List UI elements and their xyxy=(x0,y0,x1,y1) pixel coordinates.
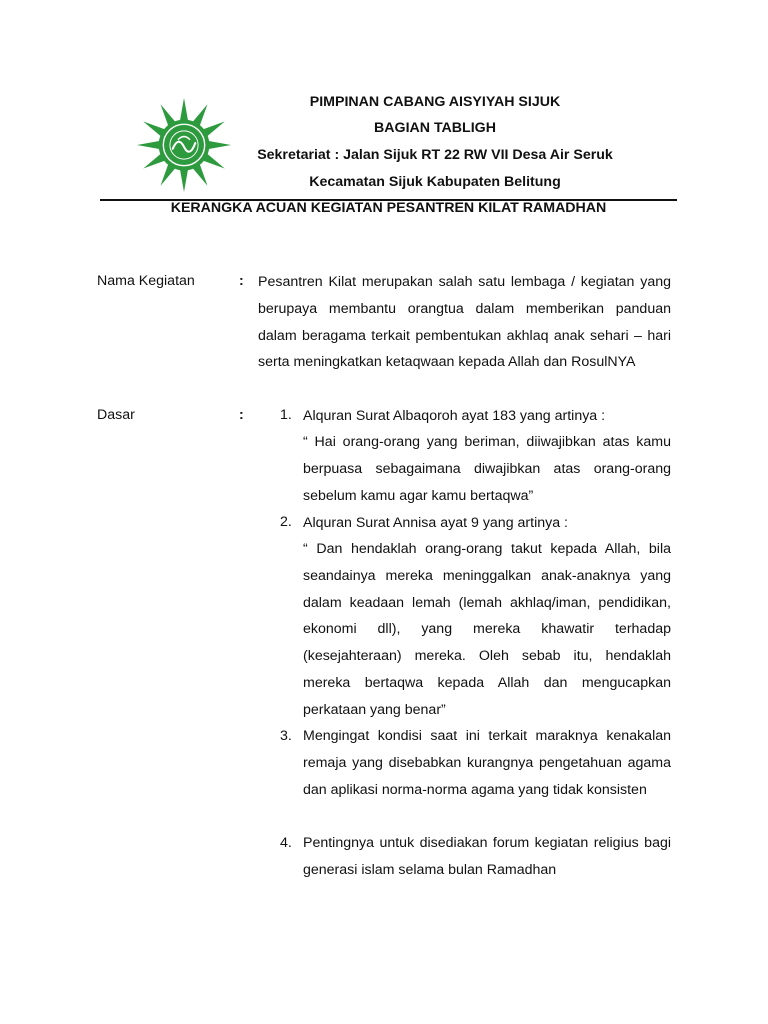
dasar-item-quote: “ Hai orang-orang yang beriman, diiwajibkan atas kamu berpuasa sebagaimana diwajibkan atas orang-orang sebelum kamu agar kamu bertaqwa” xyxy=(303,434,671,504)
document-title: KERANGKA ACUAN KEGIATAN PESANTREN KILAT RAMADHAN xyxy=(170,200,607,216)
aisyiyah-sun-emblem-icon xyxy=(137,98,231,192)
org-address: Sekretariat : Jalan Sijuk RT 22 RW VII Desa Air Seruk xyxy=(257,147,613,163)
dasar-item-text: Mengingat kondisi saat ini terkait maraknya kenakalan remaja yang disebabkan kurangnya pengetahuan agama dan aplikasi norma-norma agama yang tidak konsisten xyxy=(303,728,671,798)
nama-kegiatan-colon: : xyxy=(239,273,244,289)
org-region: Kecamatan Sijuk Kabupaten Belitung xyxy=(309,174,561,190)
dasar-item-text: Alquran Surat Albaqoroh ayat 183 yang artinya : xyxy=(303,408,606,424)
dasar-item-number: 1. xyxy=(280,407,292,423)
dasar-item-number: 2. xyxy=(280,514,292,530)
dasar-item-text: Pentingnya untuk disediakan forum kegiatan religius bagi generasi islam selama bulan Ramadhan xyxy=(303,835,671,878)
org-name: PIMPINAN CABANG AISYIYAH SIJUK xyxy=(309,94,561,110)
dasar-item-quote: “ Dan hendaklah orang-orang takut kepada Allah, bila seandainya mereka meninggalkan anak-anaknya yang dalam keadaan lemah (lemah akhlaq/iman, pendidikan, ekonomi dll), yang mereka khawatir terhadap (kesejahteraan) mereka. Oleh sebab itu, hendaklah mereka bertaqwa kepada Allah dan mengucapkan perkataan yang benar” xyxy=(303,541,671,718)
dasar-item-number: 4. xyxy=(280,835,292,851)
dasar-item-text: Alquran Surat Annisa ayat 9 yang artinya : xyxy=(303,515,568,531)
org-division: BAGIAN TABLIGH xyxy=(374,120,496,136)
nama-kegiatan-text: Pesantren Kilat merupakan salah satu lembaga / kegiatan yang berupaya membantu orangtua dalam memberikan panduan dalam beragama terkait pembentukan akhlaq anak sehari – hari serta meningkatkan ketaqwaan kepada Allah dan RosulNYA xyxy=(258,274,671,371)
nama-kegiatan-label: Nama Kegiatan xyxy=(97,273,195,289)
dasar-colon: : xyxy=(239,407,244,423)
dasar-item-number: 3. xyxy=(280,728,292,744)
dasar-label: Dasar xyxy=(97,407,135,423)
